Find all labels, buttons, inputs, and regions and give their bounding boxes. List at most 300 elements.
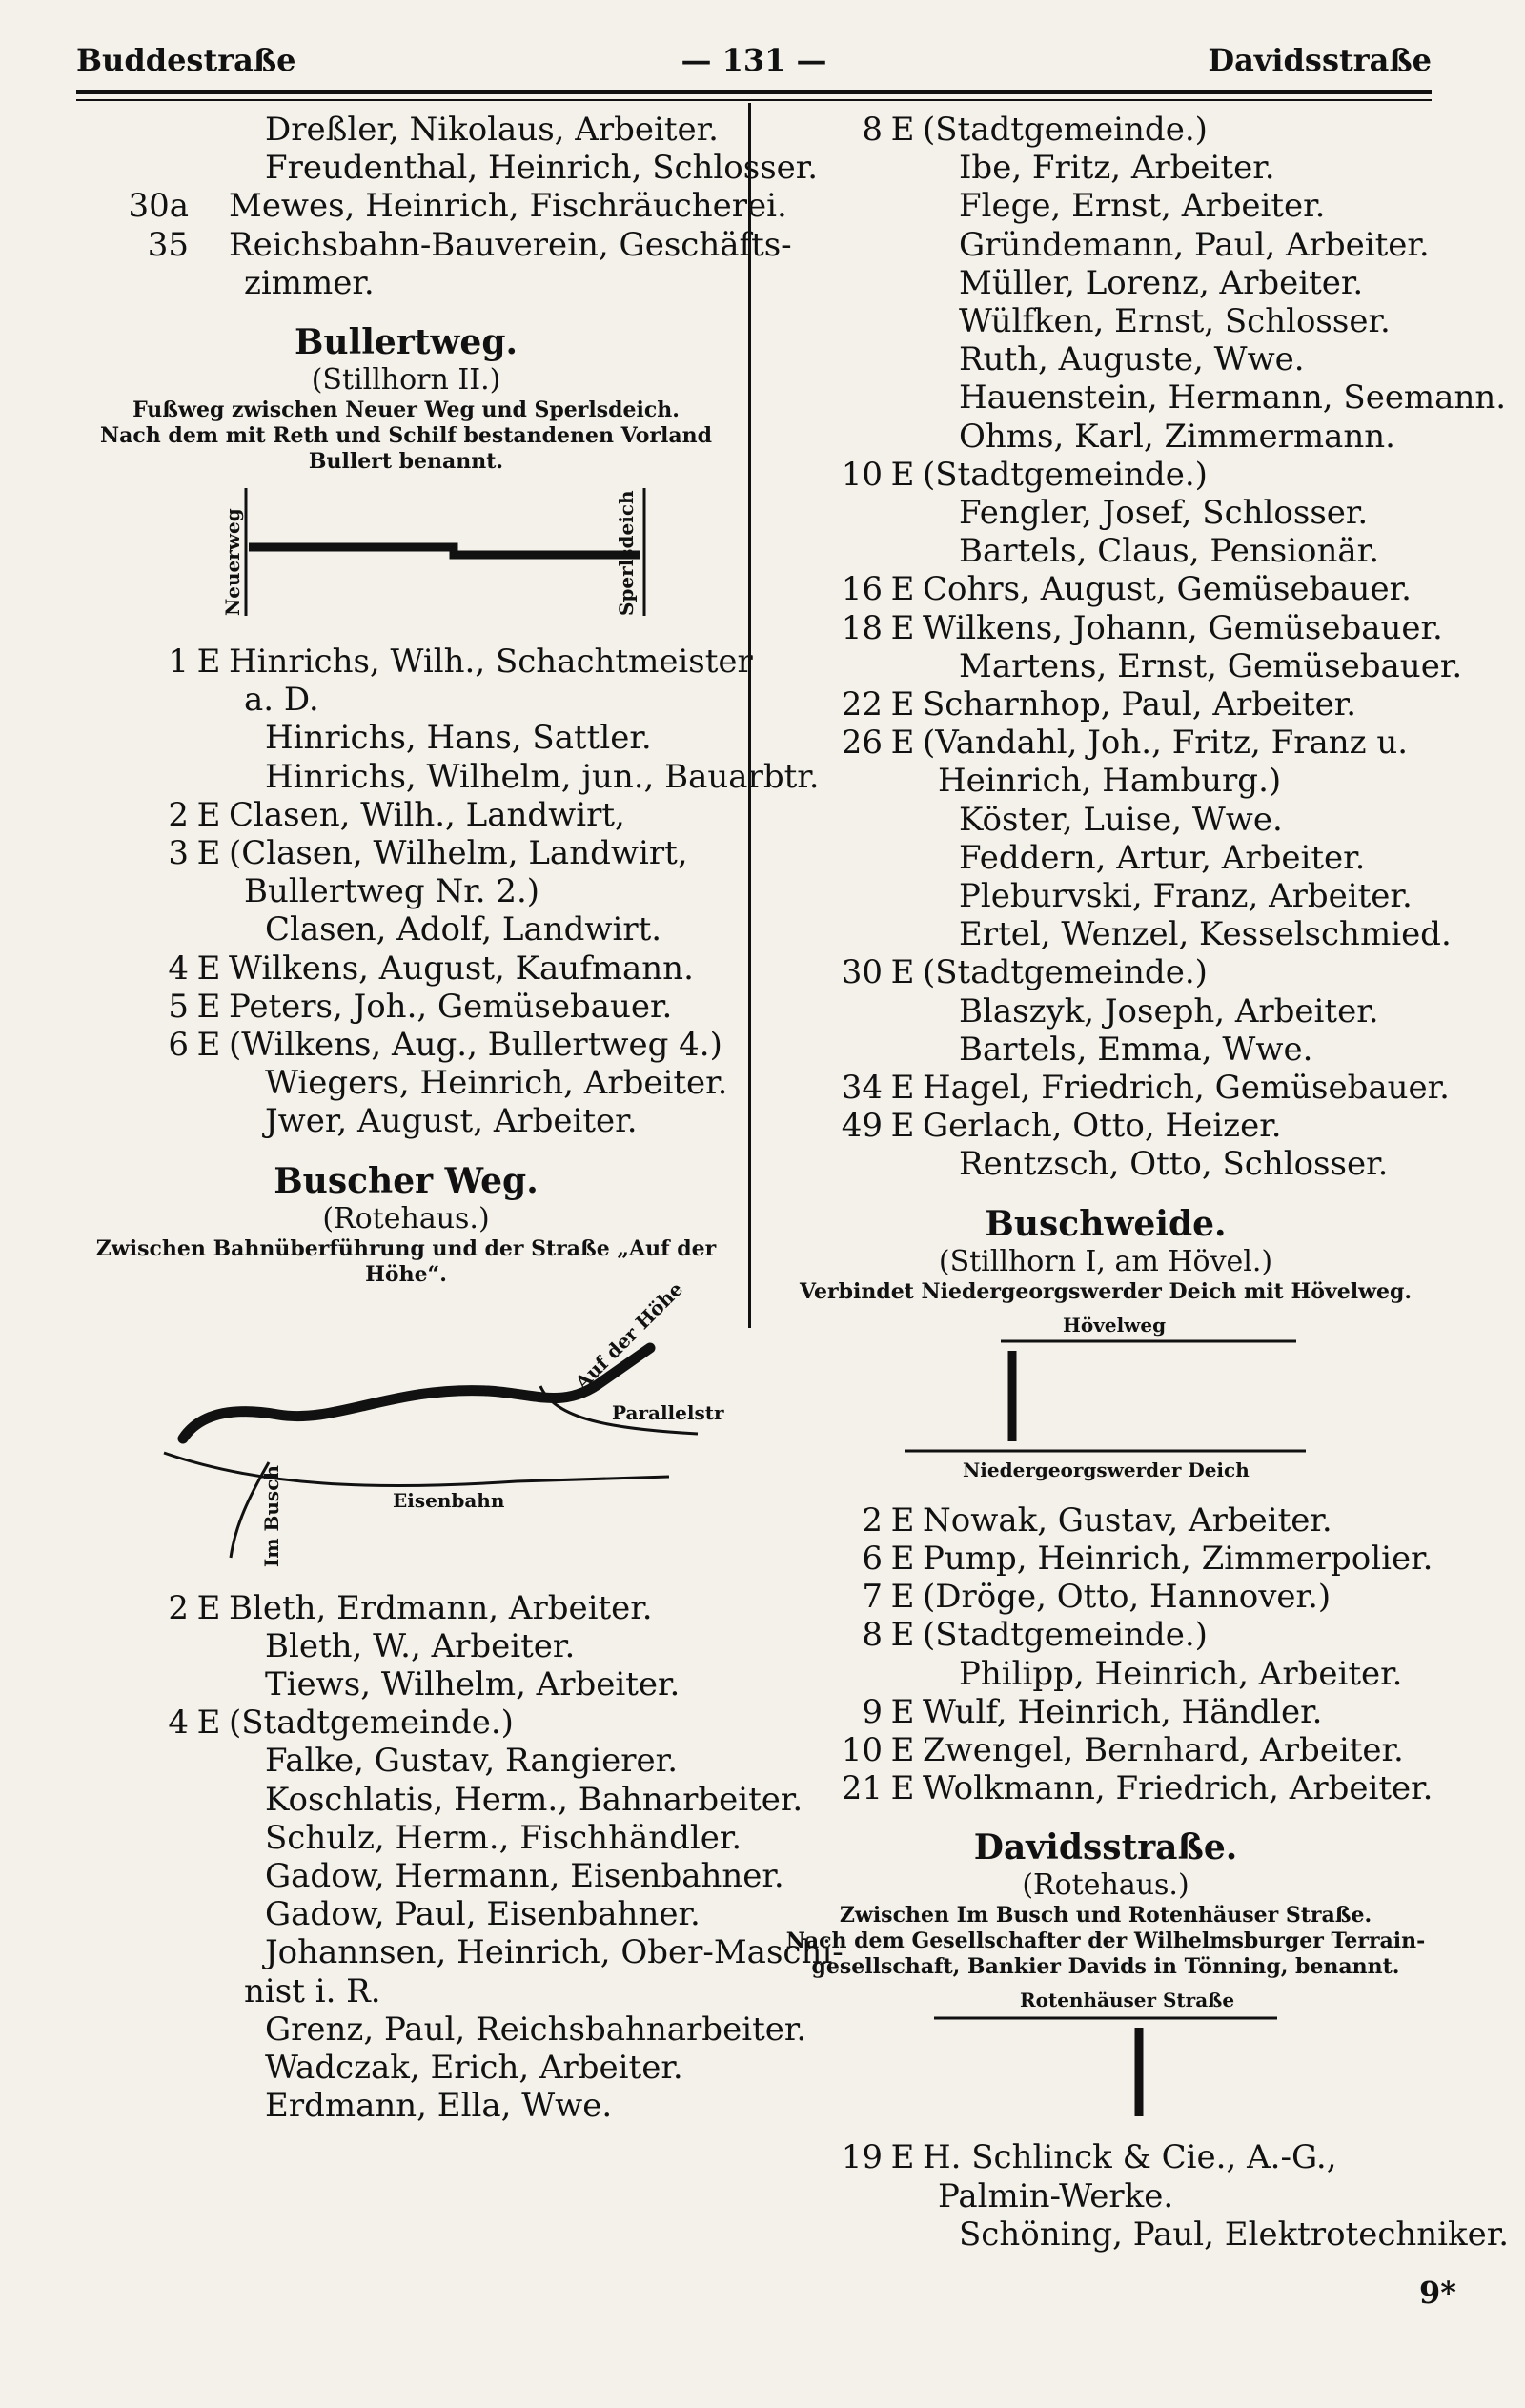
directory-entry [78,1026,734,1064]
house-number [772,647,883,685]
house-number [772,418,883,456]
entry-text: Koschlatis, Herm., Bahnarbeiter. [265,1780,803,1819]
directory-entry [772,992,1439,1031]
house-number: 22 [841,685,883,724]
entry-text: Hauenstein, Hermann, Seemann. [959,378,1507,418]
description-line: Nach dem mit Reth und Schilf bestandenen Vorland [100,423,712,449]
house-number [78,1665,189,1704]
directory-entry [78,1933,844,1972]
owner-code [883,801,923,839]
map-label-left: Neuerweg [221,508,244,617]
description-line: Nach dem Gesellschafter der Wilhelmsburger Terrain- [785,1928,1426,1954]
owner-code [189,111,229,149]
directory-entry [772,1145,1439,1183]
house-number [78,872,189,910]
entry-text: Bullertweg Nr. 2.) [244,872,540,911]
house-number: 1 [168,643,189,682]
directory-entry [772,685,1439,724]
entry-text: Hagel, Friedrich, Gemüsebauer. [923,1069,1450,1108]
house-number: 5 [168,987,189,1026]
map-label-right: Sperlsdeich [615,490,638,617]
directory-entry [78,225,792,264]
directory-entry [772,1731,1439,1769]
owner-code [883,647,923,685]
directory-entry [78,1742,734,1780]
house-number [772,877,883,915]
house-number [78,1064,189,1102]
entry-text: Wilkens, Johann, Gemüsebauer. [923,608,1443,647]
entry-text: Ruth, Auguste, Wwe. [959,340,1305,379]
description-line: Fußweg zwischen Neuer Weg und Sperlsdeich. [132,398,680,423]
entry-text: Bleth, Erdmann, Arbeiter. [229,1588,653,1627]
entry-text: Gründemann, Paul, Arbeiter. [959,225,1430,264]
house-number [78,264,189,302]
owner-code: E [196,1026,221,1065]
street-district: (Stillhorn II.) [311,363,501,398]
owner-code [883,915,923,953]
entry-text: H. Schlinck & Cie., A.-G., [923,2138,1337,2177]
entry-text: Gadow, Paul, Eisenbahner. [265,1895,701,1934]
house-number: 8 [862,111,883,149]
entry-text: Philipp, Heinrich, Arbeiter. [959,1654,1403,1693]
house-number [772,762,883,800]
house-number [772,2177,883,2215]
owner-code: E [890,2138,915,2177]
directory-entry [772,953,1439,991]
entry-text: Scharnhop, Paul, Arbeiter. [923,685,1357,724]
owner-code [883,532,923,570]
entry-text: (Stadtgemeinde.) [923,455,1208,494]
street-title: Buscher Weg. [274,1160,539,1201]
owner-code: E [196,949,221,988]
owner-code: E [890,1107,915,1146]
entries [772,2138,1510,2254]
entry-text: (Dröge, Otto, Hannover.) [923,1578,1332,1617]
directory-entry [772,1769,1439,1807]
street-davidsstrasse [772,1826,1510,2254]
entry-text: Erdmann, Ella, Wwe. [265,2087,613,2126]
owner-code [189,226,229,264]
entry-text: Falke, Gustav, Rangierer. [265,1742,679,1781]
house-number: 49 [841,1107,883,1146]
directory-entry [772,264,1439,302]
directory-entry [772,1501,1439,1540]
directory-entry [772,570,1439,608]
street-district: (Rotehaus.) [1022,1868,1190,1903]
directory-entry [772,418,1439,456]
owner-code: E [890,953,915,992]
owner-code [189,264,229,302]
directory-entry [78,834,734,872]
directory-entry [772,187,1439,225]
entry-text: Tiews, Wilhelm, Arbeiter. [265,1665,681,1704]
directory-entry [772,646,1463,685]
entry-text: a. D. [244,681,319,720]
map-label-top: Rotenhäuser Straße [1020,1989,1235,2012]
house-number [78,1972,189,2010]
street-district: (Rotehaus.) [322,1201,490,1235]
owner-code: E [890,1069,915,1108]
house-number: 18 [841,608,883,647]
map-street-line [183,1348,650,1439]
continued-entries [772,111,1507,1184]
street-district: (Stillhorn I, am Hövel.) [938,1244,1273,1278]
map-railway-line [164,1453,669,1486]
directory-entry [78,2087,734,2125]
entry-text: Mewes, Heinrich, Fischräucherei. [229,187,787,226]
house-number [772,992,883,1031]
entry-text: Feddern, Artur, Arbeiter. [959,838,1366,877]
entry-text: Gerlach, Otto, Heizer. [923,1107,1282,1146]
entry-text: Reichsbahn-Bauverein, Geschäfts- [229,225,792,264]
owner-code [189,2049,229,2087]
directory-entry [78,1064,734,1102]
entry-text: Wulf, Heinrich, Händler. [923,1692,1323,1731]
entries [772,1501,1439,1808]
house-number [772,1655,883,1693]
description-line: Bullert benannt. [308,449,504,475]
entry-text: Grenz, Paul, Reichsbahnarbeiter. [265,2010,807,2049]
street-title: Buschweide. [985,1203,1227,1244]
entry-text: Zwengel, Bernhard, Arbeiter. [923,1730,1404,1769]
entry-text: (Wilkens, Aug., Bullertweg 4.) [229,1026,722,1065]
directory-entry [772,149,1439,187]
page-header [76,42,1432,90]
house-number [772,340,883,378]
directory-entry [78,796,734,834]
owner-code [189,910,229,949]
header-left-street: Buddestraße [76,42,296,78]
house-number [78,1781,189,1819]
entry-text: Hinrichs, Wilhelm, jun., Bauarbtr. [265,757,820,796]
owner-code [189,872,229,910]
signature-mark: 9* [1419,2275,1456,2311]
entry-text: Clasen, Adolf, Landwirt. [265,910,662,949]
owner-code [883,992,923,1031]
house-number [78,1895,189,1933]
directory-entry [78,149,819,188]
owner-code: E [890,111,915,149]
entry-text: Peters, Joh., Gemüsebauer. [229,987,673,1026]
street-map-davidsstrasse [934,1988,1277,2121]
owner-code [883,762,923,800]
house-number [772,532,883,570]
house-number [78,2087,189,2125]
house-number: 34 [841,1069,883,1108]
house-number: 35 [147,225,189,264]
entry-text: Pump, Heinrich, Zimmerpolier. [923,1539,1434,1578]
house-number [772,839,883,877]
house-number [78,758,189,796]
owner-code: E [890,1500,915,1540]
house-number: 30a [128,187,189,226]
entry-text: Köster, Luise, Wwe. [959,800,1283,839]
entry-text: nist i. R. [244,1971,381,2010]
house-number: 21 [841,1769,883,1808]
house-number: 6 [862,1539,883,1578]
owner-code [189,1742,229,1780]
owner-code [189,681,229,719]
owner-code [883,264,923,302]
directory-entry [78,1665,734,1704]
owner-code [189,1064,229,1102]
entries [78,643,820,1141]
house-number [772,915,883,953]
house-number [772,149,883,187]
house-number: 2 [168,1588,189,1627]
entry-text: Schulz, Herm., Fischhändler. [265,1818,742,1857]
street-bullertweg [78,321,820,1141]
street-description [772,1903,1439,1980]
entry-text: Ibe, Fritz, Arbeiter. [959,149,1275,188]
owner-code [883,1655,923,1693]
owner-code [189,719,229,757]
house-number [772,494,883,532]
column-separator [748,103,751,1328]
owner-code: E [890,570,915,609]
house-number [78,910,189,949]
entry-text: Dreßler, Nikolaus, Arbeiter. [265,111,719,149]
directory-entry [772,1578,1439,1616]
entry-text: Heinrich, Hamburg.) [938,762,1282,801]
entry-text: Wülfken, Ernst, Schlosser. [959,302,1391,341]
owner-code [189,1665,229,1704]
owner-code: E [196,795,221,834]
house-number [78,719,189,757]
house-number: 16 [841,570,883,609]
entry-text: Hinrichs, Hans, Sattler. [265,719,652,758]
owner-code [883,302,923,340]
owner-code [883,378,923,417]
description-line: Zwischen Bahnüberführung und der Straße „Auf der Höhe“. [95,1235,717,1287]
directory-entry [772,456,1439,494]
entry-text: (Stadtgemeinde.) [923,953,1208,992]
directory-entry [772,1107,1439,1145]
entry-text: Cohrs, August, Gemüsebauer. [923,570,1412,609]
owner-code: E [890,1539,915,1578]
directory-entry [772,1031,1439,1069]
house-number: 2 [168,795,189,834]
entry-text: Wilkens, August, Kaufmann. [229,949,694,988]
owner-code: E [890,455,915,494]
right-column [772,111,1510,2254]
directory-entry [772,1069,1450,1108]
directory-entry [78,1102,734,1140]
owner-code: E [890,608,915,647]
owner-code [189,149,229,187]
description-line: gesellschaft, Bankier Davids in Tönning, benannt. [811,1954,1400,1980]
entry-text: Bartels, Emma, Wwe. [959,1030,1313,1069]
entry-text: Bartels, Claus, Pensionär. [959,532,1380,571]
street-description [772,1279,1439,1305]
entry-text: Nowak, Gustav, Arbeiter. [923,1500,1332,1540]
entry-text: Pleburvski, Franz, Arbeiter. [959,877,1413,916]
house-number: 2 [862,1500,883,1540]
house-number: 6 [168,1026,189,1065]
entry-text: Jwer, August, Arbeiter. [265,1102,638,1141]
header-rule-thin [76,99,1432,101]
header-rule-thick [76,90,1432,94]
map-label-top: Auf der Höhe [570,1276,688,1395]
house-number [772,302,883,340]
left-column [78,111,844,2126]
owner-code: E [890,1769,915,1808]
owner-code [883,1031,923,1069]
map-label-bottom: Niedergeorgswerder Deich [963,1458,1250,1481]
directory-entry [772,226,1439,264]
house-number: 26 [841,724,883,763]
directory-entry [78,1780,803,1819]
map-street-line [249,547,640,555]
house-number [772,264,883,302]
directory-entry [772,915,1452,954]
owner-code: E [890,1730,915,1769]
entry-text: Johannsen, Heinrich, Ober-Maschi- [265,1933,844,1972]
entry-text: Müller, Lorenz, Arbeiter. [959,263,1364,302]
description-line: Verbindet Niedergeorgswerder Deich mit Hövelweg. [799,1278,1413,1304]
owner-code [189,1895,229,1933]
directory-entry [78,2049,734,2087]
owner-code: E [196,987,221,1026]
owner-code [189,2010,229,2049]
entry-text: (Clasen, Wilhelm, Landwirt, [229,834,688,873]
owner-code: E [890,685,915,724]
house-number [78,1933,189,1971]
house-number: 30 [841,953,883,992]
house-number: 8 [862,1616,883,1655]
entry-text: Fengler, Josef, Schlosser. [959,494,1369,533]
house-number: 4 [168,949,189,988]
house-number [78,2049,189,2087]
directory-entry [78,719,734,757]
map-label-top: Hövelweg [1063,1313,1167,1337]
directory-entry [78,681,734,719]
owner-code: E [890,1578,915,1617]
directory-entry [772,801,1439,839]
owner-code [189,1857,229,1895]
entry-text: (Vandahl, Joh., Fritz, Franz u. [923,724,1409,763]
directory-entry [78,264,734,302]
street-map-bullertweg [158,482,654,625]
house-number [772,801,883,839]
entry-text: Bleth, W., Arbeiter. [265,1626,576,1665]
owner-code [883,2177,923,2215]
entry-text: (Stadtgemeinde.) [923,111,1208,149]
directory-entry [78,1704,734,1742]
directory-entry [78,949,734,988]
entry-text: zimmer. [244,263,375,302]
directory-entry [78,2010,807,2049]
directory-entry [78,1972,734,2010]
directory-entry [772,2177,1439,2215]
owner-code [883,877,923,915]
directory-entry [772,378,1507,418]
directory-entry [772,494,1439,532]
header-right-street: Davidsstraße [1208,42,1432,78]
owner-code [189,2087,229,2125]
house-number [78,2010,189,2049]
house-number: 10 [841,455,883,494]
house-number [78,149,189,187]
directory-entry [772,1655,1439,1693]
street-description [78,1236,734,1288]
house-number [772,1145,883,1183]
owner-code [883,418,923,456]
entry-text: (Stadtgemeinde.) [923,1616,1208,1655]
house-number: 3 [168,834,189,873]
owner-code [883,1145,923,1183]
entry-text: Palmin-Werke. [938,2176,1174,2215]
entries [78,1588,844,2126]
directory-entry [78,1857,784,1896]
entry-text: Flege, Ernst, Arbeiter. [959,187,1326,226]
house-number [772,226,883,264]
entry-text: Martens, Ernst, Gemüsebauer. [959,646,1463,685]
directory-entry [772,111,1439,149]
entry-text: Wolkmann, Friedrich, Arbeiter. [923,1769,1434,1808]
directory-entry [772,877,1439,915]
owner-code [189,187,229,225]
owner-code: E [890,1616,915,1655]
house-number [78,1627,189,1665]
directory-entry [78,187,787,226]
directory-entry [78,910,734,949]
entry-text: Gadow, Hermann, Eisenbahner. [265,1857,784,1896]
owner-code [883,839,923,877]
owner-code: E [890,724,915,763]
owner-code: E [196,834,221,873]
house-number [78,681,189,719]
house-number [78,111,189,149]
directory-entry [78,111,734,149]
directory-entry [772,1616,1439,1654]
directory-entry [772,1540,1439,1578]
house-number [772,187,883,225]
entry-text: Blaszyk, Joseph, Arbeiter. [959,991,1379,1031]
house-number [78,1102,189,1140]
directory-entry [78,1589,734,1627]
house-number [78,1857,189,1895]
directory-entry [772,532,1439,570]
entry-text: Hinrichs, Wilh., Schachtmeister [229,643,753,682]
house-number: 9 [862,1692,883,1731]
directory-entry [78,1627,734,1665]
entry-text: Schöning, Paul, Elektrotechniker. [959,2214,1510,2254]
directory-entry [78,1895,734,1933]
owner-code [189,1627,229,1665]
house-number [78,1742,189,1780]
entry-text: Wadczak, Erich, Arbeiter. [265,2049,683,2088]
directory-entry [772,2138,1439,2176]
page-number: — 131 — [681,42,827,78]
directory-entry [772,839,1439,877]
description-line: Zwischen Im Busch und Rotenhäuser Straße. [839,1903,1372,1928]
street-map-buscher-weg [116,1276,724,1572]
map-label-left: Im Busch [260,1464,283,1567]
owner-code: E [196,643,221,682]
directory-entry [772,762,1439,800]
entry-text: Wiegers, Heinrich, Arbeiter. [265,1064,728,1103]
owner-code [189,1781,229,1819]
house-number [772,2215,883,2254]
directory-entry [772,608,1443,647]
map-label-bottom: Eisenbahn [393,1488,505,1512]
house-number [772,378,883,417]
entry-text: (Stadtgemeinde.) [229,1704,514,1743]
directory-entry [772,724,1439,762]
owner-code [883,149,923,187]
house-number: 7 [862,1578,883,1617]
